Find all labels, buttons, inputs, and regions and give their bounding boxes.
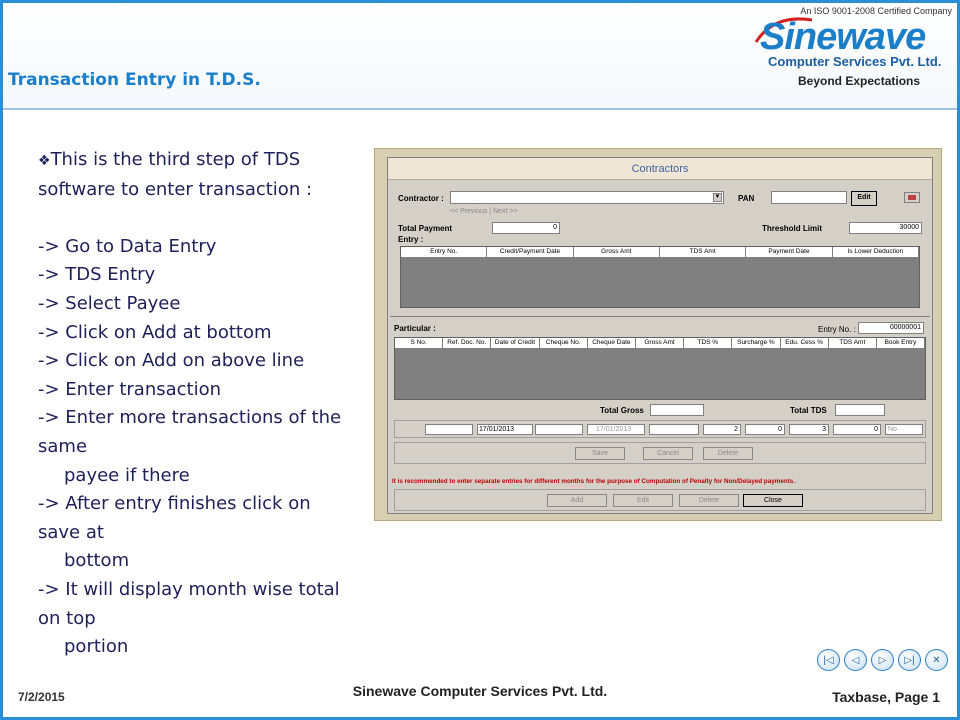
bullet-intro: ❖This is the third step of TDS: [38, 149, 301, 170]
step-more-transactions: -> Enter more transactions of the: [38, 407, 342, 429]
delete-button[interactable]: Delete: [679, 494, 739, 507]
card-icon[interactable]: [904, 192, 920, 203]
entry-col-header[interactable]: Payment Date: [746, 247, 832, 257]
particular-col-header[interactable]: Ref. Doc. No.: [443, 338, 491, 348]
threshold-label: Threshold Limit: [762, 224, 822, 233]
step-enter-transaction: -> Enter transaction: [38, 378, 222, 400]
total-gross-label: Total Gross: [600, 406, 644, 415]
particular-label: Particular :: [394, 324, 436, 333]
bullet-intro-cont: software to enter transaction :: [38, 178, 313, 200]
total-payment-field: 0: [492, 222, 560, 234]
total-gross-field: [650, 404, 704, 416]
step-save: -> After entry finishes click on: [38, 493, 311, 515]
cess-input[interactable]: 3: [789, 424, 829, 435]
cheque-date-input[interactable]: 17/01/2013: [587, 424, 645, 435]
edit-button[interactable]: Edit: [613, 494, 673, 507]
close-button[interactable]: Close: [743, 494, 803, 507]
particular-col-header[interactable]: Edu. Cess %: [781, 338, 829, 348]
particular-col-header[interactable]: Book Entry: [877, 338, 925, 348]
particular-col-header[interactable]: TDS Amt: [829, 338, 877, 348]
tds-pct-input[interactable]: 2: [703, 424, 741, 435]
particular-col-header[interactable]: S No.: [395, 338, 443, 348]
entry-grid[interactable]: [400, 246, 920, 308]
book-entry-select[interactable]: No: [885, 424, 923, 435]
logo-certification: An ISO 9001-2008 Certified Company: [800, 6, 952, 16]
main-action-bar: [394, 489, 926, 511]
footer-date: 7/2/2015: [18, 690, 65, 704]
entry-grid-header: [401, 247, 919, 257]
step-tds-entry: -> TDS Entry: [38, 264, 156, 286]
pan-label: PAN: [738, 194, 755, 203]
window-title: Contractors: [388, 158, 932, 180]
entry-col-header[interactable]: TDS Amt: [660, 247, 746, 257]
particular-col-header[interactable]: TDS %: [684, 338, 732, 348]
particular-grid-header: [395, 338, 925, 348]
total-tds-field: [835, 404, 885, 416]
slide-title: Transaction Entry in T.D.S.: [8, 70, 261, 90]
logo-name: Sinewave: [760, 16, 926, 58]
line-action-bar: [394, 442, 926, 464]
logo-subtitle: Computer Services Pvt. Ltd.: [768, 54, 942, 69]
entry-col-header[interactable]: Gross Amt: [574, 247, 660, 257]
step-data-entry: -> Go to Data Entry: [38, 235, 217, 257]
total-payment-label: Total Payment: [398, 224, 453, 233]
company-logo: [752, 4, 956, 102]
header-divider: [3, 108, 957, 110]
particular-col-header[interactable]: Cheque No.: [540, 338, 588, 348]
step-more-transactions-cont: same: [38, 435, 88, 457]
threshold-field: 30000: [849, 222, 922, 234]
next-icon[interactable]: ▷: [871, 649, 894, 671]
step-month-total: -> It will display month wise total: [38, 578, 340, 600]
contractor-label: Contractor :: [398, 194, 444, 203]
footer-company: Sinewave Computer Services Pvt. Ltd.: [352, 683, 608, 699]
prev-next-link[interactable]: << Previous | Next >>: [450, 208, 518, 215]
step-save-cont: save at: [38, 521, 104, 543]
step-save-cont2: bottom: [64, 550, 130, 572]
pan-input[interactable]: [771, 191, 847, 204]
last-icon[interactable]: ▷|: [898, 649, 921, 671]
particular-grid[interactable]: [394, 337, 926, 400]
step-select-payee: -> Select Payee: [38, 292, 181, 314]
chevron-down-icon[interactable]: ▼: [714, 194, 721, 200]
step-add-line: -> Click on Add on above line: [38, 350, 305, 372]
divider: [390, 316, 930, 317]
step-month-total-cont: on top: [38, 607, 96, 629]
entry-no-field: 00000001: [858, 322, 924, 334]
particular-col-header[interactable]: Cheque Date: [588, 338, 636, 348]
footer-page: Taxbase, Page 1: [832, 689, 940, 705]
delete-line-button[interactable]: Delete: [703, 447, 753, 460]
particular-col-header[interactable]: Surcharge %: [732, 338, 780, 348]
step-month-total-cont2: portion: [64, 636, 129, 658]
entry-col-header[interactable]: Is Lower Deduction: [833, 247, 919, 257]
diamond-bullet-icon: ❖: [38, 153, 51, 169]
step-more-transactions-cont2: payee if there: [64, 464, 190, 486]
entry-col-header[interactable]: Entry No.: [401, 247, 487, 257]
surcharge-input[interactable]: 0: [745, 424, 785, 435]
step-add-bottom: -> Click on Add at bottom: [38, 321, 272, 343]
entry-label: Entry :: [398, 235, 424, 244]
prev-icon[interactable]: ◁: [844, 649, 867, 671]
contractors-window: [387, 157, 933, 514]
date-credit-input[interactable]: 17/01/2013: [477, 424, 533, 435]
ref-doc-input[interactable]: [425, 424, 473, 435]
warning-text: It is recommended to enter separate entries for different months for the purpose of Computation of Penalty for Non/Delayed payments.: [392, 478, 796, 485]
total-tds-label: Total TDS: [790, 406, 827, 415]
slide-navigation: [817, 649, 948, 671]
entry-col-header[interactable]: Credit/Payment Date: [487, 247, 573, 257]
gross-amt-input[interactable]: [649, 424, 699, 435]
cancel-button[interactable]: Cancel: [643, 447, 693, 460]
spacer: [38, 204, 368, 233]
tds-amt-input[interactable]: 0: [833, 424, 881, 435]
save-button[interactable]: Save: [575, 447, 625, 460]
entry-no-label: Entry No. :: [818, 325, 856, 334]
cheque-no-input[interactable]: [535, 424, 583, 435]
add-button[interactable]: Add: [547, 494, 607, 507]
close-icon[interactable]: ✕: [925, 649, 948, 671]
particular-col-header[interactable]: Gross Amt: [636, 338, 684, 348]
particular-col-header[interactable]: Date of Credit: [491, 338, 539, 348]
first-icon[interactable]: |◁: [817, 649, 840, 671]
logo-tagline: Beyond Expectations: [798, 74, 921, 88]
contractor-select[interactable]: [450, 191, 724, 204]
line-entry-row: [394, 420, 926, 438]
edit-pan-button[interactable]: Edit: [851, 191, 877, 206]
screenshot-panel: [374, 148, 942, 521]
instruction-list: [38, 146, 368, 662]
